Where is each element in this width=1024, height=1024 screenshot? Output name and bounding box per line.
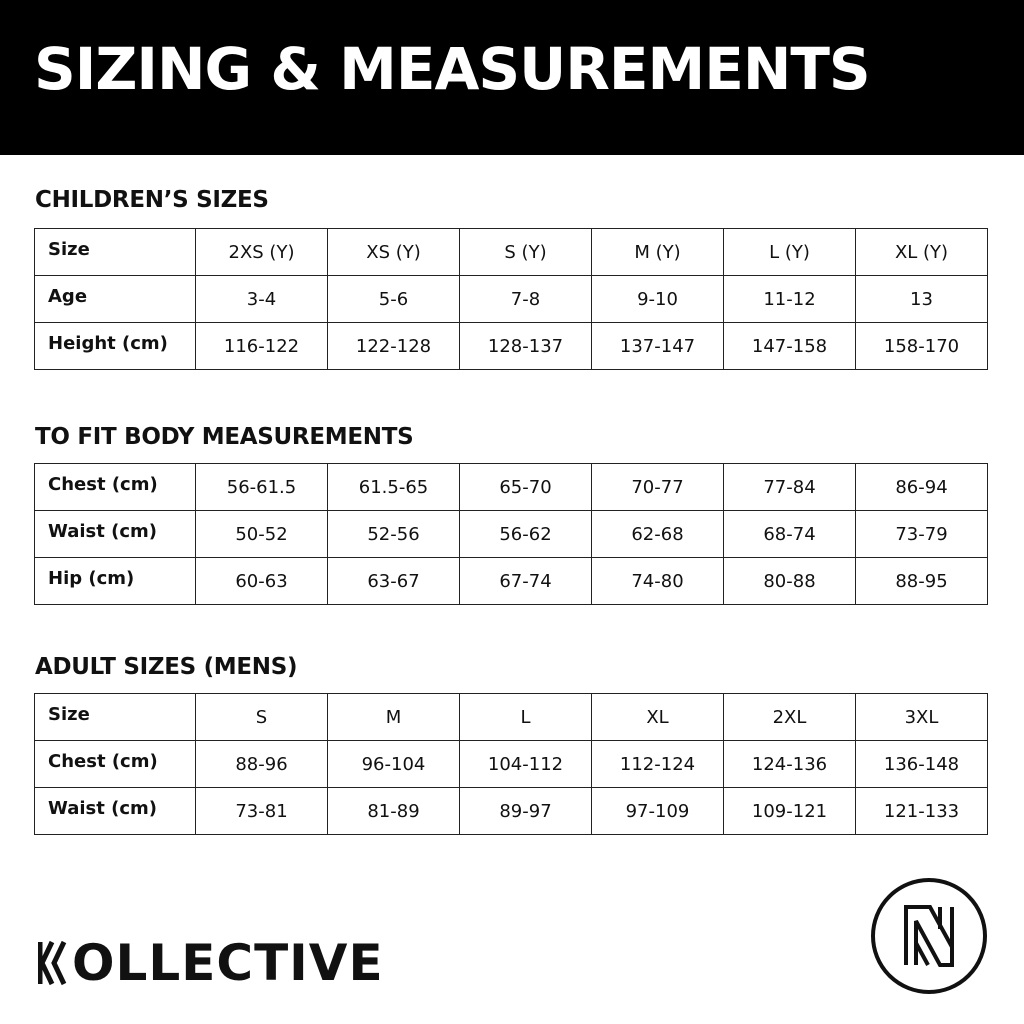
table-cell: 97-109: [592, 788, 724, 835]
table-cell: 136-148: [856, 741, 988, 788]
table-cell: 137-147: [592, 323, 724, 370]
section-title-adult-sizes: ADULT SIZES (MENS): [35, 654, 298, 680]
row-label: Age: [35, 276, 196, 323]
table-cell: 77-84: [724, 464, 856, 511]
row-label: Hip (cm): [35, 558, 196, 605]
table-cell: 88-95: [856, 558, 988, 605]
table-row: [35, 511, 988, 558]
table-row: [35, 788, 988, 835]
table-cell: L: [460, 694, 592, 741]
table-cell: 124-136: [724, 741, 856, 788]
table-cell: 67-74: [460, 558, 592, 605]
brand-wordmark: OLLECTIVE: [72, 934, 384, 992]
section-title-childrens-sizes: CHILDREN’S SIZES: [35, 187, 269, 213]
table-cell: 73-81: [196, 788, 328, 835]
row-label: Chest (cm): [35, 464, 196, 511]
table-cell: 65-70: [460, 464, 592, 511]
row-label: Size: [35, 694, 196, 741]
table-cell: 11-12: [724, 276, 856, 323]
table-cell: 56-61.5: [196, 464, 328, 511]
table-row: [35, 229, 988, 276]
header-banner: [0, 0, 1024, 155]
table-cell: XL (Y): [856, 229, 988, 276]
row-label: Height (cm): [35, 323, 196, 370]
brand-logo: [38, 934, 384, 992]
table-cell: XL: [592, 694, 724, 741]
table-cell: 60-63: [196, 558, 328, 605]
table-cell: 68-74: [724, 511, 856, 558]
row-label: Waist (cm): [35, 511, 196, 558]
ni-monogram-circle-icon: [870, 877, 988, 995]
table-cell: 62-68: [592, 511, 724, 558]
section-title-body-measurements: TO FIT BODY MEASUREMENTS: [35, 424, 414, 450]
table-cell: M: [328, 694, 460, 741]
table-cell: 89-97: [460, 788, 592, 835]
childrens-sizes-table: [34, 228, 988, 370]
row-label: Chest (cm): [35, 741, 196, 788]
table-cell: 104-112: [460, 741, 592, 788]
table-cell: 73-79: [856, 511, 988, 558]
table-cell: 52-56: [328, 511, 460, 558]
table-cell: 80-88: [724, 558, 856, 605]
table-cell: 74-80: [592, 558, 724, 605]
table-cell: 13: [856, 276, 988, 323]
table-cell: 81-89: [328, 788, 460, 835]
table-cell: S: [196, 694, 328, 741]
table-row: [35, 558, 988, 605]
table-cell: 109-121: [724, 788, 856, 835]
table-cell: M (Y): [592, 229, 724, 276]
page-title: SIZING & MEASUREMENTS: [34, 35, 870, 103]
k-chevron-icon: [38, 938, 68, 988]
adult-sizes-table: [34, 693, 988, 835]
table-cell: 112-124: [592, 741, 724, 788]
table-cell: 121-133: [856, 788, 988, 835]
table-cell: 70-77: [592, 464, 724, 511]
table-cell: 88-96: [196, 741, 328, 788]
table-cell: L (Y): [724, 229, 856, 276]
table-cell: 50-52: [196, 511, 328, 558]
table-cell: 86-94: [856, 464, 988, 511]
table-cell: 56-62: [460, 511, 592, 558]
table-cell: 147-158: [724, 323, 856, 370]
table-cell: 61.5-65: [328, 464, 460, 511]
table-row: [35, 741, 988, 788]
table-cell: 3XL: [856, 694, 988, 741]
table-cell: 96-104: [328, 741, 460, 788]
table-cell: 2XL: [724, 694, 856, 741]
table-cell: 2XS (Y): [196, 229, 328, 276]
table-cell: S (Y): [460, 229, 592, 276]
table-cell: XS (Y): [328, 229, 460, 276]
table-cell: 7-8: [460, 276, 592, 323]
table-cell: 9-10: [592, 276, 724, 323]
body-measurements-table: [34, 463, 988, 605]
row-label: Waist (cm): [35, 788, 196, 835]
table-cell: 158-170: [856, 323, 988, 370]
table-cell: 5-6: [328, 276, 460, 323]
table-cell: 128-137: [460, 323, 592, 370]
table-row: [35, 464, 988, 511]
table-cell: 122-128: [328, 323, 460, 370]
table-row: [35, 323, 988, 370]
table-cell: 3-4: [196, 276, 328, 323]
table-cell: 116-122: [196, 323, 328, 370]
table-row: [35, 276, 988, 323]
row-label: Size: [35, 229, 196, 276]
table-cell: 63-67: [328, 558, 460, 605]
table-row: [35, 694, 988, 741]
